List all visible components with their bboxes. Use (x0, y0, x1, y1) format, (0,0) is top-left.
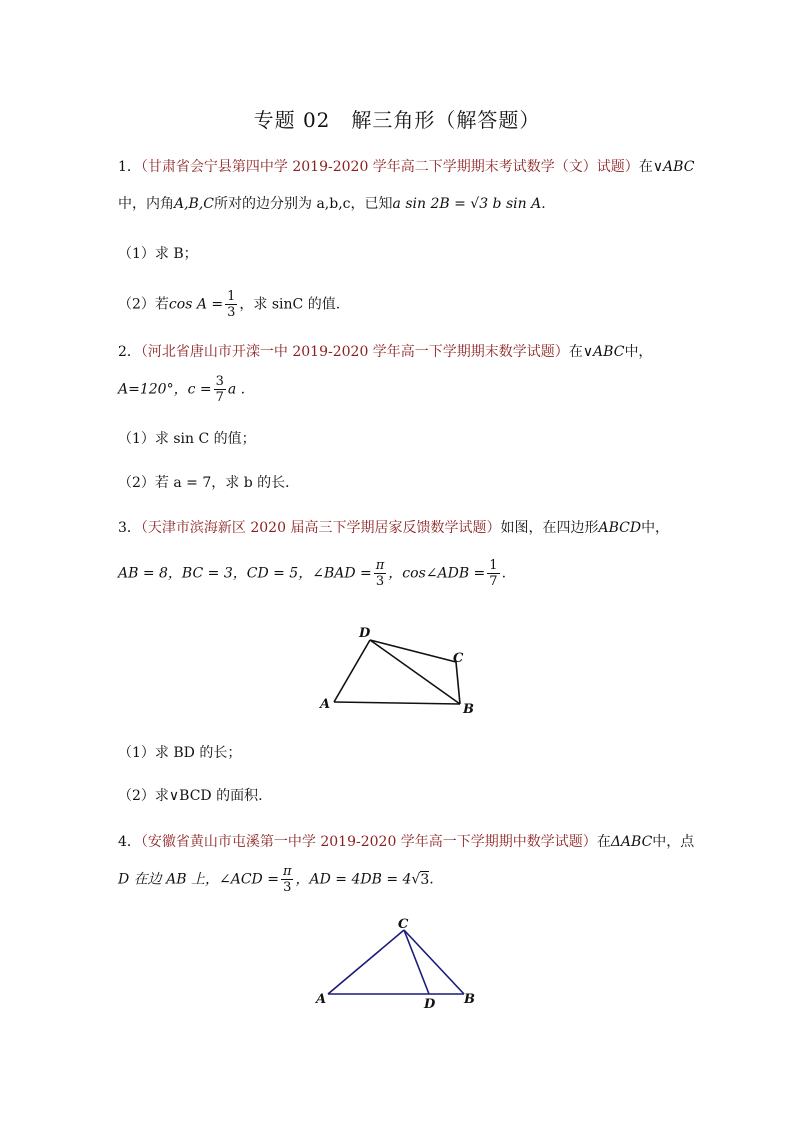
text: 如图，在四边形 (500, 520, 599, 536)
fraction (281, 864, 294, 895)
math: A,B,C (174, 196, 215, 212)
edge-ab (334, 702, 460, 704)
text: 中，内角 (118, 196, 174, 212)
numerator: 1 (227, 289, 236, 304)
denominator: 7 (215, 390, 224, 405)
text: . (429, 871, 434, 888)
problem-source: （河北省唐山市开滦一中 2019-2020 学年高一下学期期末数学试题） (140, 344, 569, 360)
label-a: A (320, 697, 331, 712)
denominator: 3 (283, 880, 292, 895)
problem-number: 2． (118, 344, 141, 360)
label-b: B (463, 702, 474, 717)
edge-cb (456, 662, 460, 704)
text: 在 (568, 344, 583, 360)
math: ∨ABC (582, 344, 625, 360)
math: ，AD = 4DB = 4 (295, 871, 412, 888)
fraction (374, 558, 387, 589)
text: ，求 sinC 的值. (239, 296, 341, 313)
problem-1-line-2 (118, 194, 546, 214)
problem-1-line-1 (118, 157, 694, 177)
problem-2-line-1 (118, 342, 652, 362)
problem-1-question-2 (118, 289, 340, 320)
label-b: B (464, 992, 475, 1007)
problem-source: （天津市滨海新区 2020 届高三下学期居家反馈数学试题） (140, 520, 501, 536)
denominator: 3 (375, 574, 385, 589)
radicand: 3 (420, 871, 430, 888)
math: c = (187, 381, 212, 398)
math: a sin 2B = √3 b sin A. (392, 196, 546, 212)
numerator: 1 (489, 558, 498, 573)
label-c: C (453, 651, 464, 666)
problem-4-line-1 (118, 832, 694, 852)
label-d: D (424, 997, 436, 1012)
problem-source: （甘肃省会宁县第四中学 2019-2020 学年高二下学期期末考试数学（文）试题） (140, 159, 639, 175)
problem-source: （安徽省黄山市屯溪第一中学 2019-2020 学年高一下学期期中数学试题） (140, 834, 597, 850)
math: ∨ABC (652, 159, 695, 175)
problem-2-given (118, 374, 245, 405)
text: 中，点 (652, 834, 695, 850)
page-title: 专题 02 解三角形（解答题） (253, 108, 541, 132)
edge-dc (370, 640, 456, 662)
problem-4-given: D 在边 AB 上，∠ACD = $\frac{\pi}{3}$ ，AD = 4DB = 4√3. (118, 864, 434, 895)
problem-3-question-1: （1）求 BD 的长； (118, 745, 242, 761)
text: 在 (596, 834, 611, 850)
edge-ac (328, 930, 404, 994)
numerator: 3 (215, 374, 224, 389)
problem-number: 3． (118, 520, 141, 536)
fraction (214, 374, 226, 405)
label-a: A (316, 992, 327, 1007)
denominator: 3 (227, 305, 236, 320)
problem-number: 4． (118, 834, 141, 850)
text: . (501, 565, 507, 582)
problem-3-question-2: （2）求∨BCD 的面积. (118, 788, 263, 804)
text: 中， (624, 344, 653, 360)
denominator: 7 (489, 574, 498, 589)
numerator: π (282, 864, 292, 879)
problem-1-question-1: （1）求 B； (118, 246, 198, 262)
fraction (487, 558, 499, 589)
text: 中， (641, 520, 670, 536)
math: A=120°， (118, 381, 188, 398)
problem-2-question-1: （1）求 sin C 的值； (118, 431, 256, 447)
figure-quadrilateral (318, 620, 478, 720)
figure-triangle (312, 915, 482, 1015)
edge-db (370, 640, 460, 704)
math: ΔABC (610, 834, 653, 850)
edge-cd (404, 930, 429, 994)
text: （2）若 (118, 296, 169, 313)
math: ，cos∠ADB = (388, 565, 486, 582)
math: a . (227, 381, 246, 398)
math: AB = 8，BC = 3，CD = 5，∠BAD = (118, 565, 372, 582)
problem-number: 1． (118, 159, 141, 175)
edge-cb (404, 930, 464, 994)
text: 在 (638, 159, 653, 175)
numerator: π (375, 558, 385, 573)
problem-3-given (118, 558, 506, 589)
fraction (225, 289, 237, 320)
math: D 在边 AB 上，∠ACD = (118, 871, 279, 888)
math: cos A = (168, 296, 224, 313)
problem-3-line-1 (118, 518, 669, 538)
text: 所对的边分别为 a,b,c，已知 (214, 196, 393, 212)
label-d: D (359, 626, 371, 641)
math: ABCD (598, 520, 642, 536)
label-c: C (398, 917, 409, 932)
edge-ad (334, 640, 370, 702)
problem-2-question-2: （2）若 a = 7，求 b 的长． (118, 475, 300, 491)
